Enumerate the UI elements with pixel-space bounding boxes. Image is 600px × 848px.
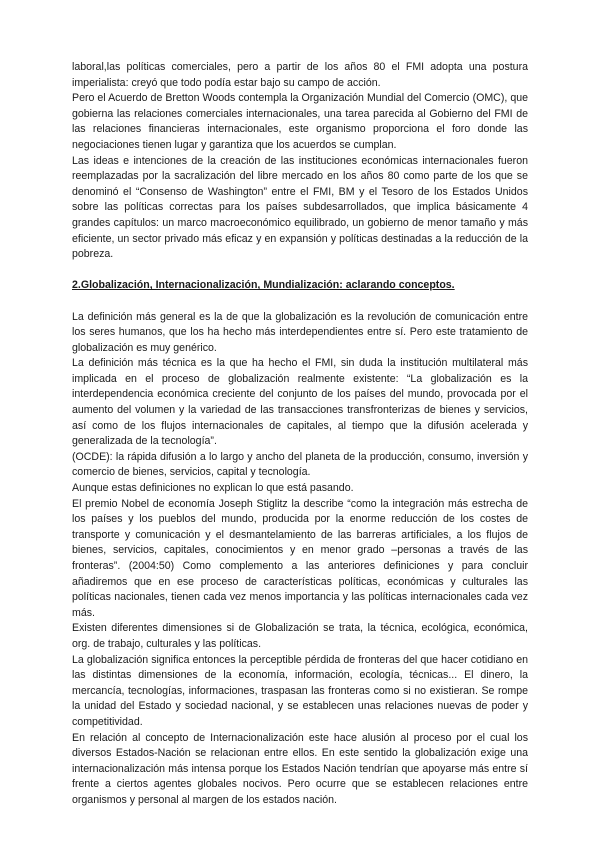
paragraph-loss-of-borders: La globalización significa entonces la perceptible pérdida de fronteras del que hacer cotidiano en las distintas dimensiones de la economía, información, ecología, técnicas... El dinero, la mercancía, tecnologías, informaciones, traspasan las fronteras como si no existieran. Se rompe la unidad del Estado y sociedad nacional, y se establecen unas relaciones nuevas de poder y competitividad. [72,653,528,728]
spacer [72,263,528,279]
section-heading: 2.Globalización, Internacionalización, Mundialización: aclarando conceptos. [72,279,455,292]
paragraph-dimensions: Existen diferentes dimensiones si de Globalización se trata, la técnica, ecológica, económica, org. de trabajo, culturales y las políticas. [72,622,528,650]
paragraph-stiglitz: El premio Nobel de economía Joseph Stiglitz la describe “como la integración más estrecha de los países y los pueblos del mundo, producida por la enorme reducción de los costes de transporte y comunicación y el desmantelamiento de las barreras artificiales, a los flujos de bienes, servicios, capitales, conocimientos y en menor grado –personas a través de las fronteras”. (2004:50) Como complemento a las anteriores definiciones y para concluir añadiremos que en ese proceso de características políticas, económicas y culturales las políticas nacionales, tienen cada vez menos importancia y las políticas internacionales cada vez más. [72,497,528,619]
paragraph-ocde-definition: (OCDE): la rápida difusión a lo largo y ancho del planeta de la producción, consumo, inversión y comercio de bienes, servicios, capital y tecnología. [72,450,528,479]
paragraph-fmi-imperialism: laboral,las políticas comerciales, pero a partir de los años 80 el FMI adopta una postura imperialista: creyó que todo podía estar bajo su campo de acción. [72,61,528,89]
document-page [72,60,528,809]
paragraph-washington-consensus: Las ideas e intenciones de la creación de las instituciones económicas internacionales fueron reemplazadas por la sacralización del libre mercado en los años 80 como parte de los que se denominó el “Consenso de Washington” entre el FMI, BM y el Tesoro de los Estados Unidos sobre las políticas correctas para los países subdesarrollados, que implica básicamente 4 grandes capítulos: un marco macroeconómico equilibrado, un gobierno de menor tamaño y más eficiente, un sector privado más eficaz y en expansión y políticas destinadas a la reducción de la pobreza. [72,154,528,261]
paragraph-internationalization: En relación al concepto de Internacionalización este hace alusión al proceso por el cual los diversos Estados-Nación se relacionan entre ellos. En este sentido la globalización exige una internacionalización más intensa porque los Estados Nación tendrían que apoyarse más entre sí frente a ciertos agentes globales nocivos. Pero ocurre que se establecen relaciones entre organismos y personal al margen de los estados nación. [72,731,528,806]
spacer [72,294,528,310]
paragraph-bretton-woods: Pero el Acuerdo de Bretton Woods contempla la Organización Mundial del Comercio (OMC), que gobierna las relaciones comerciales internacionales, una tarea parecida al Gobierno del FMI de las relaciones financieras internacionales, este organismo proporciona el foro donde las negociaciones tienen lugar y garantiza que los acuerdos se cumplan. [72,92,528,151]
paragraph-fmi-definition: La definición más técnica es la que ha hecho el FMI, sin duda la institución multilateral más implicada en el proceso de globalización realmente existente: “La globalización es la interdependencia económica creciente del conjunto de los países del mundo, provocada por el aumento del volumen y la variedad de las transacciones transfronterizas de bienes y servicios, así como de los flujos internacionales de capitales, al tiempo que la difusión acelerada y generalizada de la tecnología”. [72,357,528,448]
paragraph-general-definition: La definición más general es la de que la globalización es la revolución de comunicación entre los seres humanos, que los ha hecho más interdependientes entre sí. Pero este tratamiento de globalización es muy genérico. [72,310,528,354]
paragraph-definitions-caveat: Aunque estas definiciones no explican lo que está pasando. [72,482,354,495]
